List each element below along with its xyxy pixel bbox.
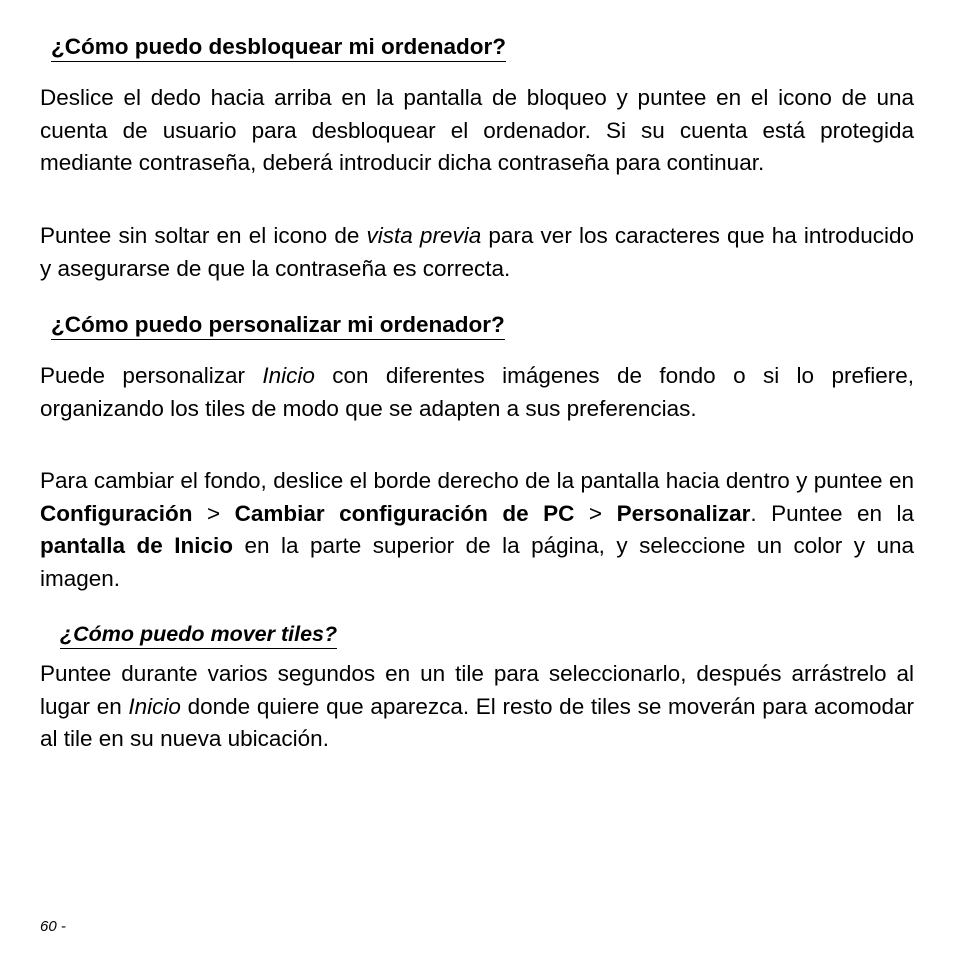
term-inicio: Inicio <box>128 693 181 719</box>
text: con diferentes imágenes de fondo o si lo prefiere, organizando los tiles de modo que se adapten a sus preferencias. <box>40 363 914 421</box>
separator: > <box>574 500 617 526</box>
heading-unlock: ¿Cómo puedo desbloquear mi ordenador? <box>51 34 506 62</box>
term-pantalla-inicio: pantalla de Inicio <box>40 533 234 558</box>
text: . Puntee en la <box>750 500 914 526</box>
text: para ver los caracteres que ha introducido y asegurarse de que la contraseña es correcta. <box>40 223 915 281</box>
paragraph-personalize-1 <box>40 360 914 425</box>
term-inicio: Inicio <box>262 363 315 388</box>
paragraph-unlock-1: Deslice el dedo hacia arriba en la pantalla de bloqueo y puntee en el icono de una cuenta de usuario para desbloquear el ordenador. Si su cuenta está protegida mediante contraseña, deberá introducir dicha contraseña para continuar. <box>40 85 914 175</box>
text: Para cambiar el fondo, deslice el borde derecho de la pantalla hacia dentro y puntee en <box>40 468 914 493</box>
paragraph-personalize-2 <box>40 465 914 595</box>
heading-move-tiles: ¿Cómo puedo mover tiles? <box>60 622 337 649</box>
term-personalizar: Personalizar <box>616 500 751 526</box>
page-number: 60 - <box>40 918 66 935</box>
separator: > <box>192 500 235 526</box>
text: en la parte superior de la página, y seleccione un color y una imagen. <box>40 533 914 591</box>
term-cambiar-configuracion: Cambiar configuración de PC <box>234 500 575 526</box>
term-vista-previa: vista previa <box>366 223 482 248</box>
text: donde quiere que aparezca. El resto de tiles se moverán para acomodar al tile en su nueva ubicación. <box>40 693 915 751</box>
text: Puede personalizar <box>40 363 263 388</box>
term-configuracion: Configuración <box>40 500 193 526</box>
paragraph-unlock-2 <box>40 220 914 285</box>
text: Puntee durante varios segundos en un tile para seleccionarlo, después arrástrelo al lugar en <box>40 661 914 719</box>
paragraph-move-tiles <box>40 658 914 756</box>
text: Puntee sin soltar en el icono de <box>40 223 367 248</box>
heading-personalize: ¿Cómo puedo personalizar mi ordenador? <box>51 312 505 340</box>
